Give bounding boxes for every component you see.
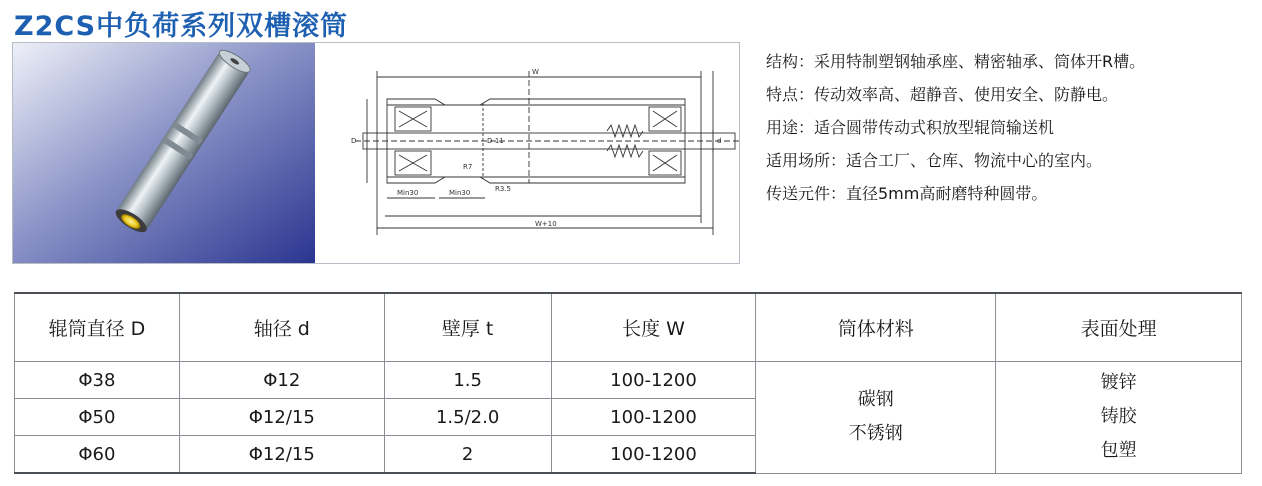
- drawing-label-r7: R7: [463, 163, 473, 171]
- spec-venues: 适用场所：适合工厂、仓库、物流中心的室内。: [766, 151, 1103, 170]
- material-stainless-steel: 不锈钢: [848, 423, 903, 445]
- drawing-label-d-mid: D-11: [487, 137, 504, 145]
- cell-diameter: Φ60: [15, 436, 180, 474]
- roller-photo: [13, 43, 315, 263]
- surface-plastic-coated: 包塑: [1100, 440, 1137, 462]
- cell-surfaces: [996, 362, 1242, 474]
- drawing-label-min30-b: Min30: [449, 189, 471, 197]
- product-figure: [12, 42, 740, 264]
- technical-drawing: [315, 43, 739, 263]
- cell-wall: 1.5: [384, 362, 551, 399]
- cell-wall: 1.5/2.0: [384, 399, 551, 436]
- cell-diameter: Φ38: [15, 362, 180, 399]
- surface-galvanized: 镀锌: [1100, 372, 1137, 394]
- drawing-label-r35: R3.5: [495, 185, 511, 193]
- drawing-label-w: W: [532, 68, 539, 76]
- cell-length: 100-1200: [551, 436, 756, 474]
- cell-diameter: Φ50: [15, 399, 180, 436]
- spec-usage: 用途：适合圆带传动式积放型辊筒输送机: [766, 118, 1055, 137]
- cell-length: 100-1200: [551, 399, 756, 436]
- spec-transmission: 传送元件：直径5mm高耐磨特种圆带。: [766, 184, 1048, 203]
- header-material: 筒体材料: [756, 293, 996, 362]
- header-wall: 壁厚 t: [384, 293, 551, 362]
- cell-wall: 2: [384, 436, 551, 474]
- drawing-label-d-large: D: [351, 137, 357, 145]
- table-row: [15, 362, 1242, 399]
- cell-shaft: Φ12/15: [179, 436, 384, 474]
- drawing-label-d-small: d: [717, 137, 722, 145]
- spec-list: [766, 45, 1145, 210]
- spec-features: 特点：传动效率高、超静音、使用安全、防静电。: [766, 85, 1119, 104]
- cell-length: 100-1200: [551, 362, 756, 399]
- header-diameter: 辊筒直径 D: [15, 293, 180, 362]
- table-header-row: [15, 293, 1242, 362]
- spec-table: [14, 292, 1242, 474]
- drawing-label-w-plus: W+10: [535, 220, 557, 228]
- surface-rubber-cast: 铸胶: [1100, 406, 1137, 428]
- material-carbon-steel: 碳钢: [857, 389, 894, 411]
- page-title: Z2CS中负荷系列双槽滚筒: [14, 11, 349, 42]
- drawing-label-min30-a: Min30: [397, 189, 419, 197]
- header-shaft: 轴径 d: [179, 293, 384, 362]
- cell-shaft: Φ12/15: [179, 399, 384, 436]
- header-length: 长度 W: [551, 293, 756, 362]
- cell-materials: [756, 362, 996, 474]
- header-surface: 表面处理: [996, 293, 1242, 362]
- cell-shaft: Φ12: [179, 362, 384, 399]
- spec-structure: 结构：采用特制塑钢轴承座、精密轴承、筒体开R槽。: [766, 52, 1146, 71]
